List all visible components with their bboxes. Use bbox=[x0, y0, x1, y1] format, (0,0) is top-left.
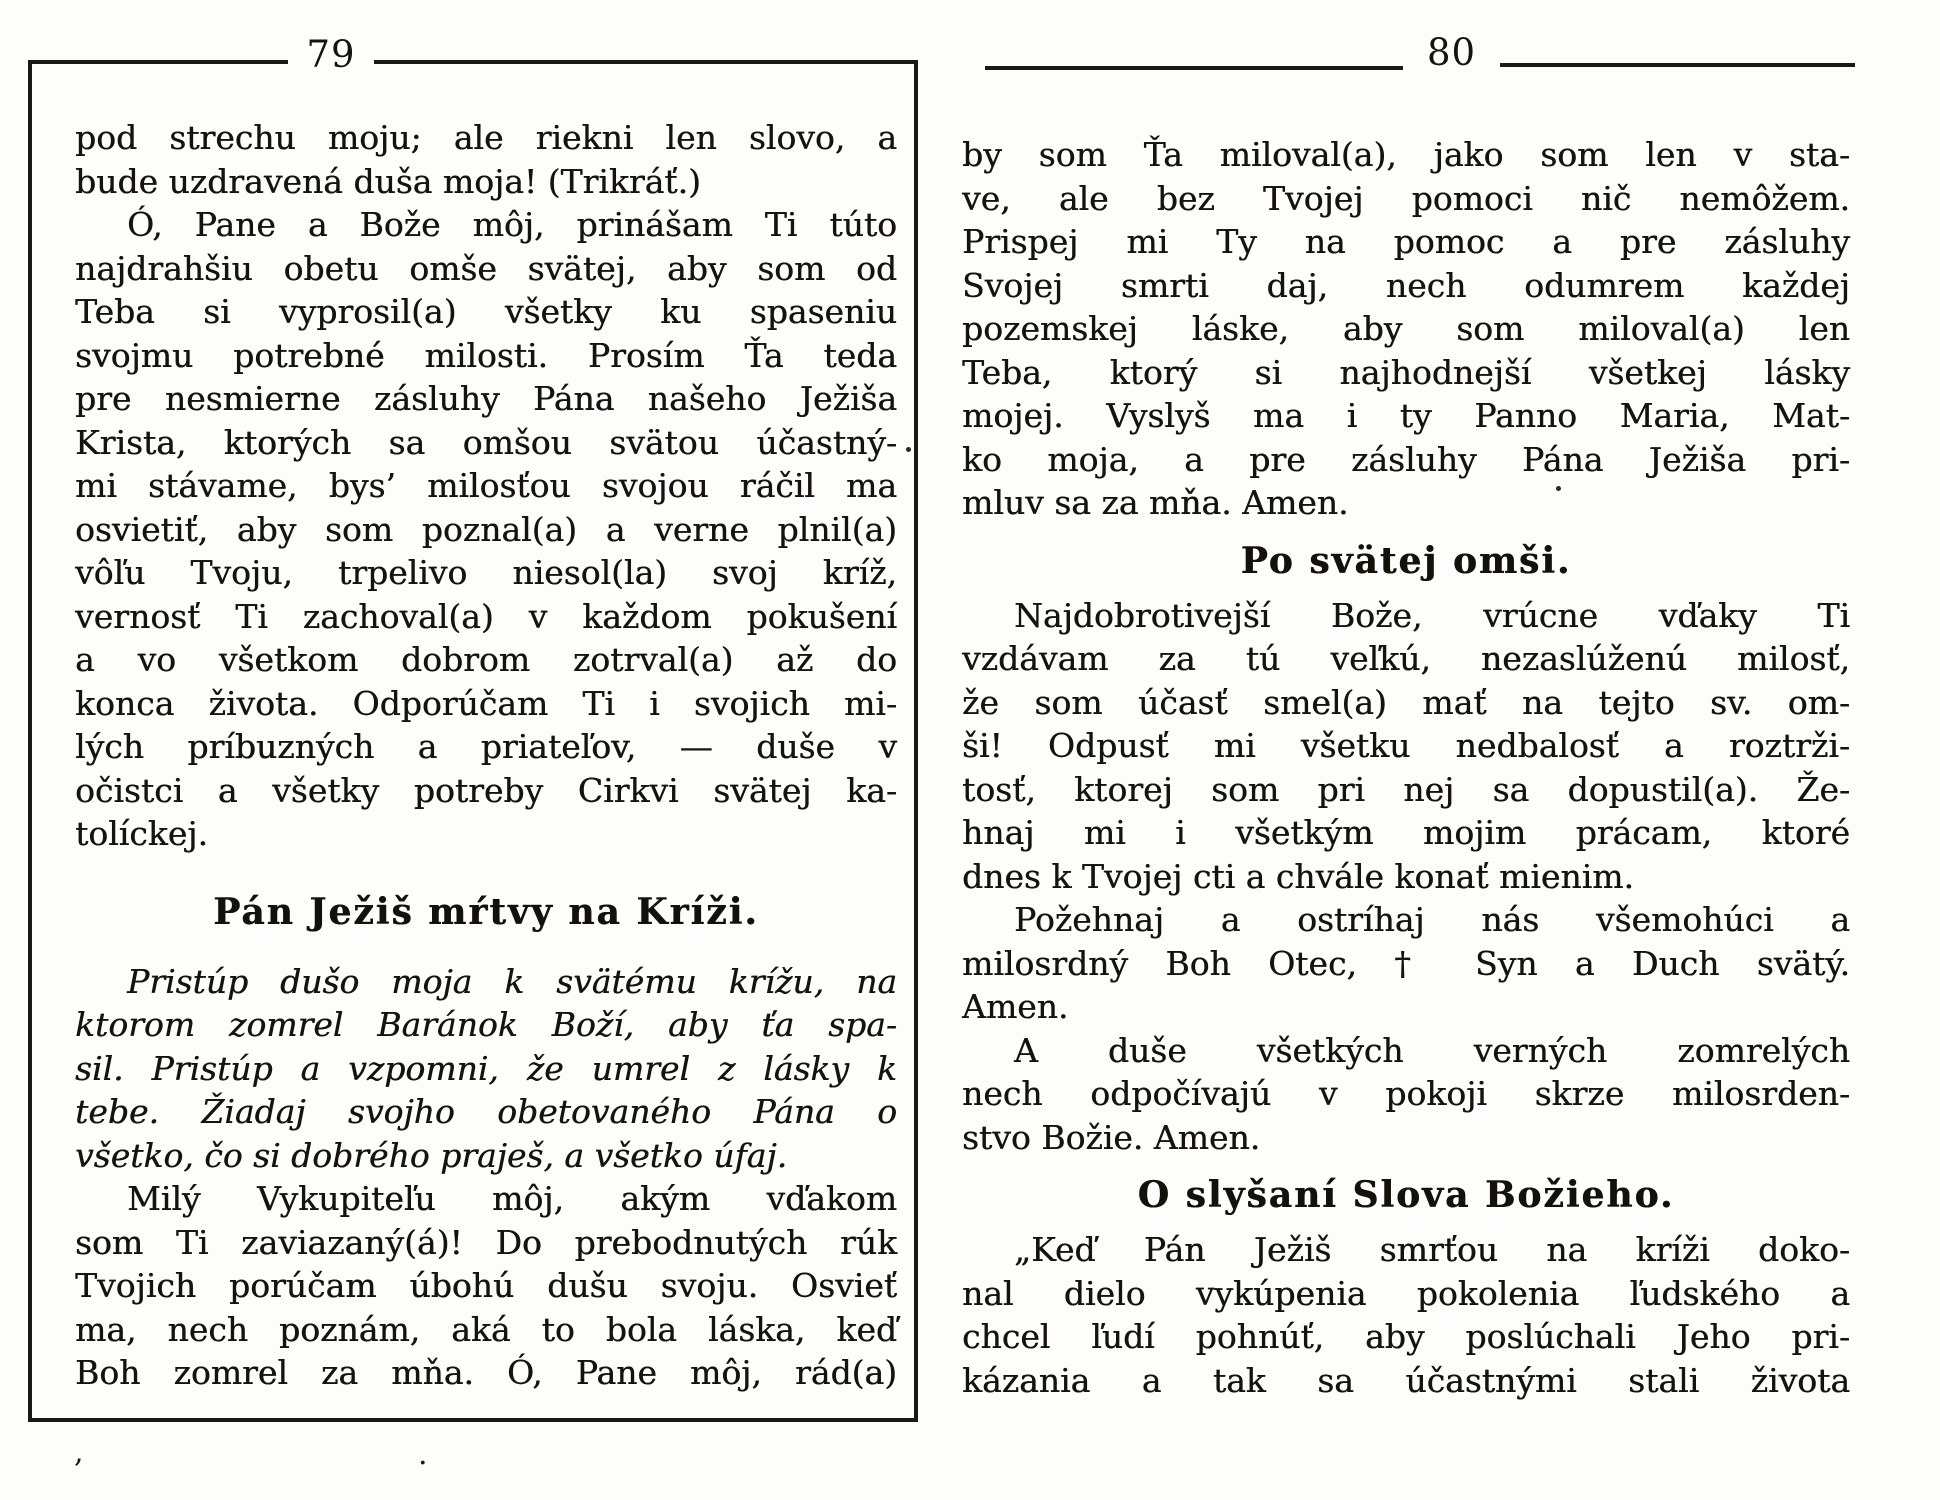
paragraph bbox=[75, 116, 897, 203]
section-heading: Pán Ježiš mŕtvy na Kríži. bbox=[213, 890, 759, 933]
text-line: pre nesmierne zásluhy Pána našeho Ježiša bbox=[75, 379, 897, 418]
text-line: chcel ľudí pohnúť, aby poslúchali Jeho pri- bbox=[962, 1317, 1850, 1356]
text-line: svojmu potrebné milosti. Prosím Ťa teda bbox=[75, 335, 897, 375]
text-line: ma, nech poznám, aká to bola láska, keď bbox=[75, 1309, 897, 1349]
text-line: mojej. Vyslyš ma i ty Panno Maria, Mat- bbox=[962, 396, 1850, 435]
scan-speck-period: . bbox=[418, 1437, 428, 1472]
paragraph bbox=[962, 133, 1850, 525]
text-line: Milý Vykupiteľu môj, akým vďakom bbox=[127, 1179, 897, 1218]
text-line: by som Ťa miloval(a), jako som len v sta- bbox=[962, 135, 1850, 174]
paragraph bbox=[75, 203, 897, 856]
paragraph bbox=[962, 898, 1850, 1029]
paragraph bbox=[75, 1177, 897, 1395]
text-line: tebe. Žiadaj svojho obetovaného Pána o bbox=[75, 1092, 897, 1131]
text-line: Teba si vyprosil(a) všetky ku spaseniu bbox=[75, 292, 897, 331]
text-line: vernosť Ti zachoval(a) v každom pokušení bbox=[75, 596, 897, 636]
page-79-number: 79 bbox=[306, 33, 356, 76]
text-line: Pristúp dušo moja k svätému krížu, na bbox=[127, 961, 897, 1001]
text-line: očistci a všetky potreby Cirkvi svätej ka- bbox=[75, 770, 897, 810]
paragraph bbox=[75, 960, 897, 1178]
text-line: stvo Božie. Amen. bbox=[962, 1117, 1261, 1157]
text-line: ši! Odpusť mi všetku nedbalosť a roztrži- bbox=[962, 726, 1850, 765]
text-line: nal dielo vykúpenia pokolenia ľudského a bbox=[962, 1273, 1850, 1313]
text-line: bude uzdravená duša moja! (Trikráť.) bbox=[75, 161, 701, 201]
section-heading: Po svätej omši. bbox=[1240, 539, 1572, 582]
text-line: tosť, ktorej som pri nej sa dopustil(a). Že- bbox=[962, 769, 1850, 809]
page-80-header-rule-right bbox=[1500, 63, 1855, 67]
page-80-number: 80 bbox=[1426, 31, 1477, 74]
text-line: najdrahšiu obetu omše svätej, aby som od bbox=[75, 248, 897, 288]
text-line: Boh zomrel za mňa. Ó, Pane môj, rád(a) bbox=[75, 1353, 897, 1392]
text-line: všetko, čo si dobrého praješ, a všetko úfaj. bbox=[75, 1135, 788, 1175]
text-line: sil. Pristúp a vzpomni, že umrel z lásky k bbox=[75, 1048, 897, 1088]
text-line: tolíckej. bbox=[75, 814, 208, 853]
text-line: ktorom zomrel Baránok Boží, aby ťa spa- bbox=[75, 1005, 897, 1044]
text-line: ko moja, a pre zásluhy Pána Ježiša pri- bbox=[962, 439, 1850, 479]
text-line: Požehnaj a ostríhaj nás všemohúci a bbox=[1014, 900, 1850, 939]
page-80-header-rule-left bbox=[985, 66, 1403, 70]
text-line: nech odpočívajú v pokoji skrze milosrden- bbox=[962, 1074, 1850, 1113]
text-line: osvietiť, aby som poznal(a) a verne plnil(a) bbox=[75, 509, 897, 549]
text-line: mluv sa za mňa. Amen. bbox=[962, 483, 1349, 522]
text-line: a vo všetkom dobrom zotrval(a) až do bbox=[75, 640, 897, 679]
text-line: hnaj mi i všetkým mojim prácam, ktoré bbox=[962, 813, 1850, 852]
section-heading: O slyšaní Slova Božieho. bbox=[1137, 1174, 1675, 1216]
text-line: lých príbuzných a priateľov, — duše v bbox=[75, 727, 897, 766]
text-line: vzdávam za tú veľkú, nezaslúženú milosť, bbox=[962, 639, 1850, 678]
text-line: mi stávame, bys’ milosťou svojou ráčil ma bbox=[75, 466, 897, 505]
scan-speck-dot bbox=[1556, 486, 1561, 491]
page-79-column bbox=[75, 116, 897, 1395]
scan-speck-dot bbox=[906, 447, 911, 452]
text-line: vôľu Tvoju, trpelivo niesol(la) svoj kríž, bbox=[75, 553, 897, 592]
text-line: konca života. Odporúčam Ti i svojich mi- bbox=[75, 683, 897, 723]
text-line: pozemskej láske, aby som miloval(a) len bbox=[962, 309, 1850, 348]
scan-speck-comma: , bbox=[74, 1435, 84, 1470]
text-line: som Ti zaviazaný(á)! Do prebodnutých rúk bbox=[75, 1222, 897, 1262]
text-line: Najdobrotivejší Bože, vrúcne vďaky Ti bbox=[1014, 595, 1850, 635]
text-line: Krista, ktorých sa omšou svätou účastný- bbox=[75, 422, 897, 462]
text-line: milosrdný Boh Otec, † Syn a Duch svätý. bbox=[962, 943, 1850, 983]
text-line: kázania a tak sa účastnými stali života bbox=[962, 1360, 1850, 1400]
text-line: Amen. bbox=[962, 987, 1069, 1026]
paragraph bbox=[962, 1029, 1850, 1160]
text-line: „Keď Pán Ježiš smrťou na kríži doko- bbox=[1014, 1230, 1850, 1269]
paragraph bbox=[962, 1228, 1850, 1402]
text-line: ve, ale bez Tvojej pomoci nič nemôžem. bbox=[962, 178, 1850, 218]
text-line: Svojej smrti daj, nech odumrem každej bbox=[962, 265, 1850, 305]
text-line: Tvojich porúčam úbohú dušu svoju. Osvieť bbox=[75, 1266, 897, 1305]
text-line: Ó, Pane a Bože môj, prinášam Ti túto bbox=[127, 205, 897, 244]
text-line: pod strechu moju; ale riekni len slovo, a bbox=[75, 118, 897, 157]
text-line: Teba, ktorý si najhodnejší všetkej lásky bbox=[962, 352, 1850, 392]
text-line: dnes k Tvojej cti a chvále konať mienim. bbox=[962, 856, 1634, 896]
text-line: A duše všetkých verných zomrelých bbox=[1014, 1030, 1850, 1070]
text-line: že som účasť smel(a) mať na tejto sv. om- bbox=[962, 682, 1850, 722]
paragraph bbox=[962, 594, 1850, 899]
text-line: Prispej mi Ty na pomoc a pre zásluhy bbox=[962, 222, 1850, 261]
page-80-column bbox=[962, 133, 1850, 1402]
